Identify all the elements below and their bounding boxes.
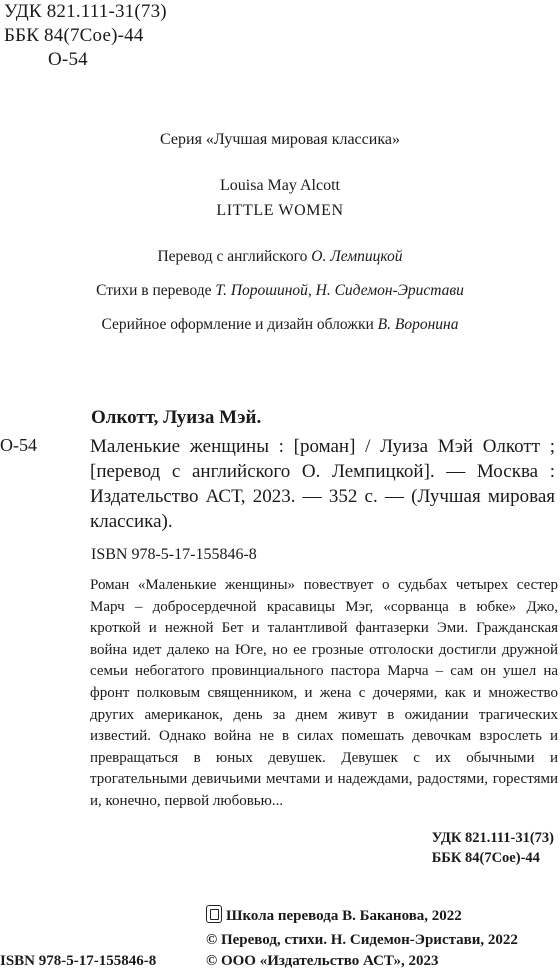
author-mark: О-54 xyxy=(48,49,88,70)
original-author: Louisa May Alcott xyxy=(220,177,340,194)
annotation xyxy=(90,575,558,813)
bottom-bbk: ББК 84(7Сое)-44 xyxy=(431,850,540,866)
udk-code: УДК 821.111-31(73) xyxy=(4,1,167,22)
top-classification-codes xyxy=(4,0,167,72)
copyright-line-2: © Перевод, стихи. Н. Сидемон-Эристави, 2022 xyxy=(206,932,518,948)
catalog-isbn: ISBN 978-5-17-155846-8 xyxy=(91,546,257,563)
poems-translators: Т. Порошиной, Н. Сидемон-Эристави xyxy=(215,282,464,299)
translator-name: О. Лемпицкой xyxy=(311,248,403,265)
translation-credit xyxy=(0,248,560,266)
bottom-udk: УДК 821.111-31(73) xyxy=(431,830,554,846)
catalog-description xyxy=(90,434,555,534)
catalog-description-text: Маленькие женщины : [роман] / Луиза Мэй Олкотт ; [перевод с английского О. Лемпицкой]. — Москва : Издательство АСТ, 2023. — 352 с. — (Лучшая мировая классика). xyxy=(90,436,555,532)
publisher-mark-icon xyxy=(206,905,222,923)
bbk-code: ББК 84(7Сое)-44 xyxy=(4,25,144,46)
translation-prefix: Перевод с английского xyxy=(157,248,312,265)
poems-prefix: Стихи в переводе xyxy=(96,282,216,299)
design-prefix: Серийное оформление и дизайн обложки xyxy=(101,316,378,333)
designer-name: В. Воронина xyxy=(377,316,459,333)
catalog-author-heading: Олкотт, Луиза Мэй. xyxy=(91,407,262,428)
poems-credit xyxy=(0,282,560,300)
bottom-isbn: ISBN 978-5-17-155846-8 xyxy=(0,953,157,969)
catalog-code: О-54 xyxy=(0,435,37,455)
annotation-text: Роман «Маленькие женщины» повествует о судьбах четырех сестер Марч – добросердечной красавицы Мэг, «сорванца в юбке» Джо, кроткой и нежной Бет и талантливой фантазерки Эми. Гражданская война идет далеко на Юге, но ее грозные отголоски достигли дружной семьи небогатого провинциального пастора Марча – сам он ушел на фронт полковым священником, и жена с дочерями, как и множество других американок, день за днем живут в ожидании трагических известий. Однако война не в силах помешать девочкам взрослеть и превращаться в юных девушек. Девушек с их обычными и трогательными девичьими мечтами и надеждами, радостями, горестями и, конечно, первой любовью... xyxy=(90,577,558,809)
copyright-line-3: © ООО «Издательство АСТ», 2023 xyxy=(206,953,439,969)
copyright-line-1-text: Школа перевода В. Баканова, 2022 xyxy=(226,908,462,924)
copyright-line-1 xyxy=(206,905,462,925)
original-title: LITTLE WOMEN xyxy=(216,202,344,219)
bottom-classification-codes xyxy=(432,828,554,868)
series-line: Серия «Лучшая мировая классика» xyxy=(160,131,400,148)
design-credit xyxy=(0,316,560,334)
